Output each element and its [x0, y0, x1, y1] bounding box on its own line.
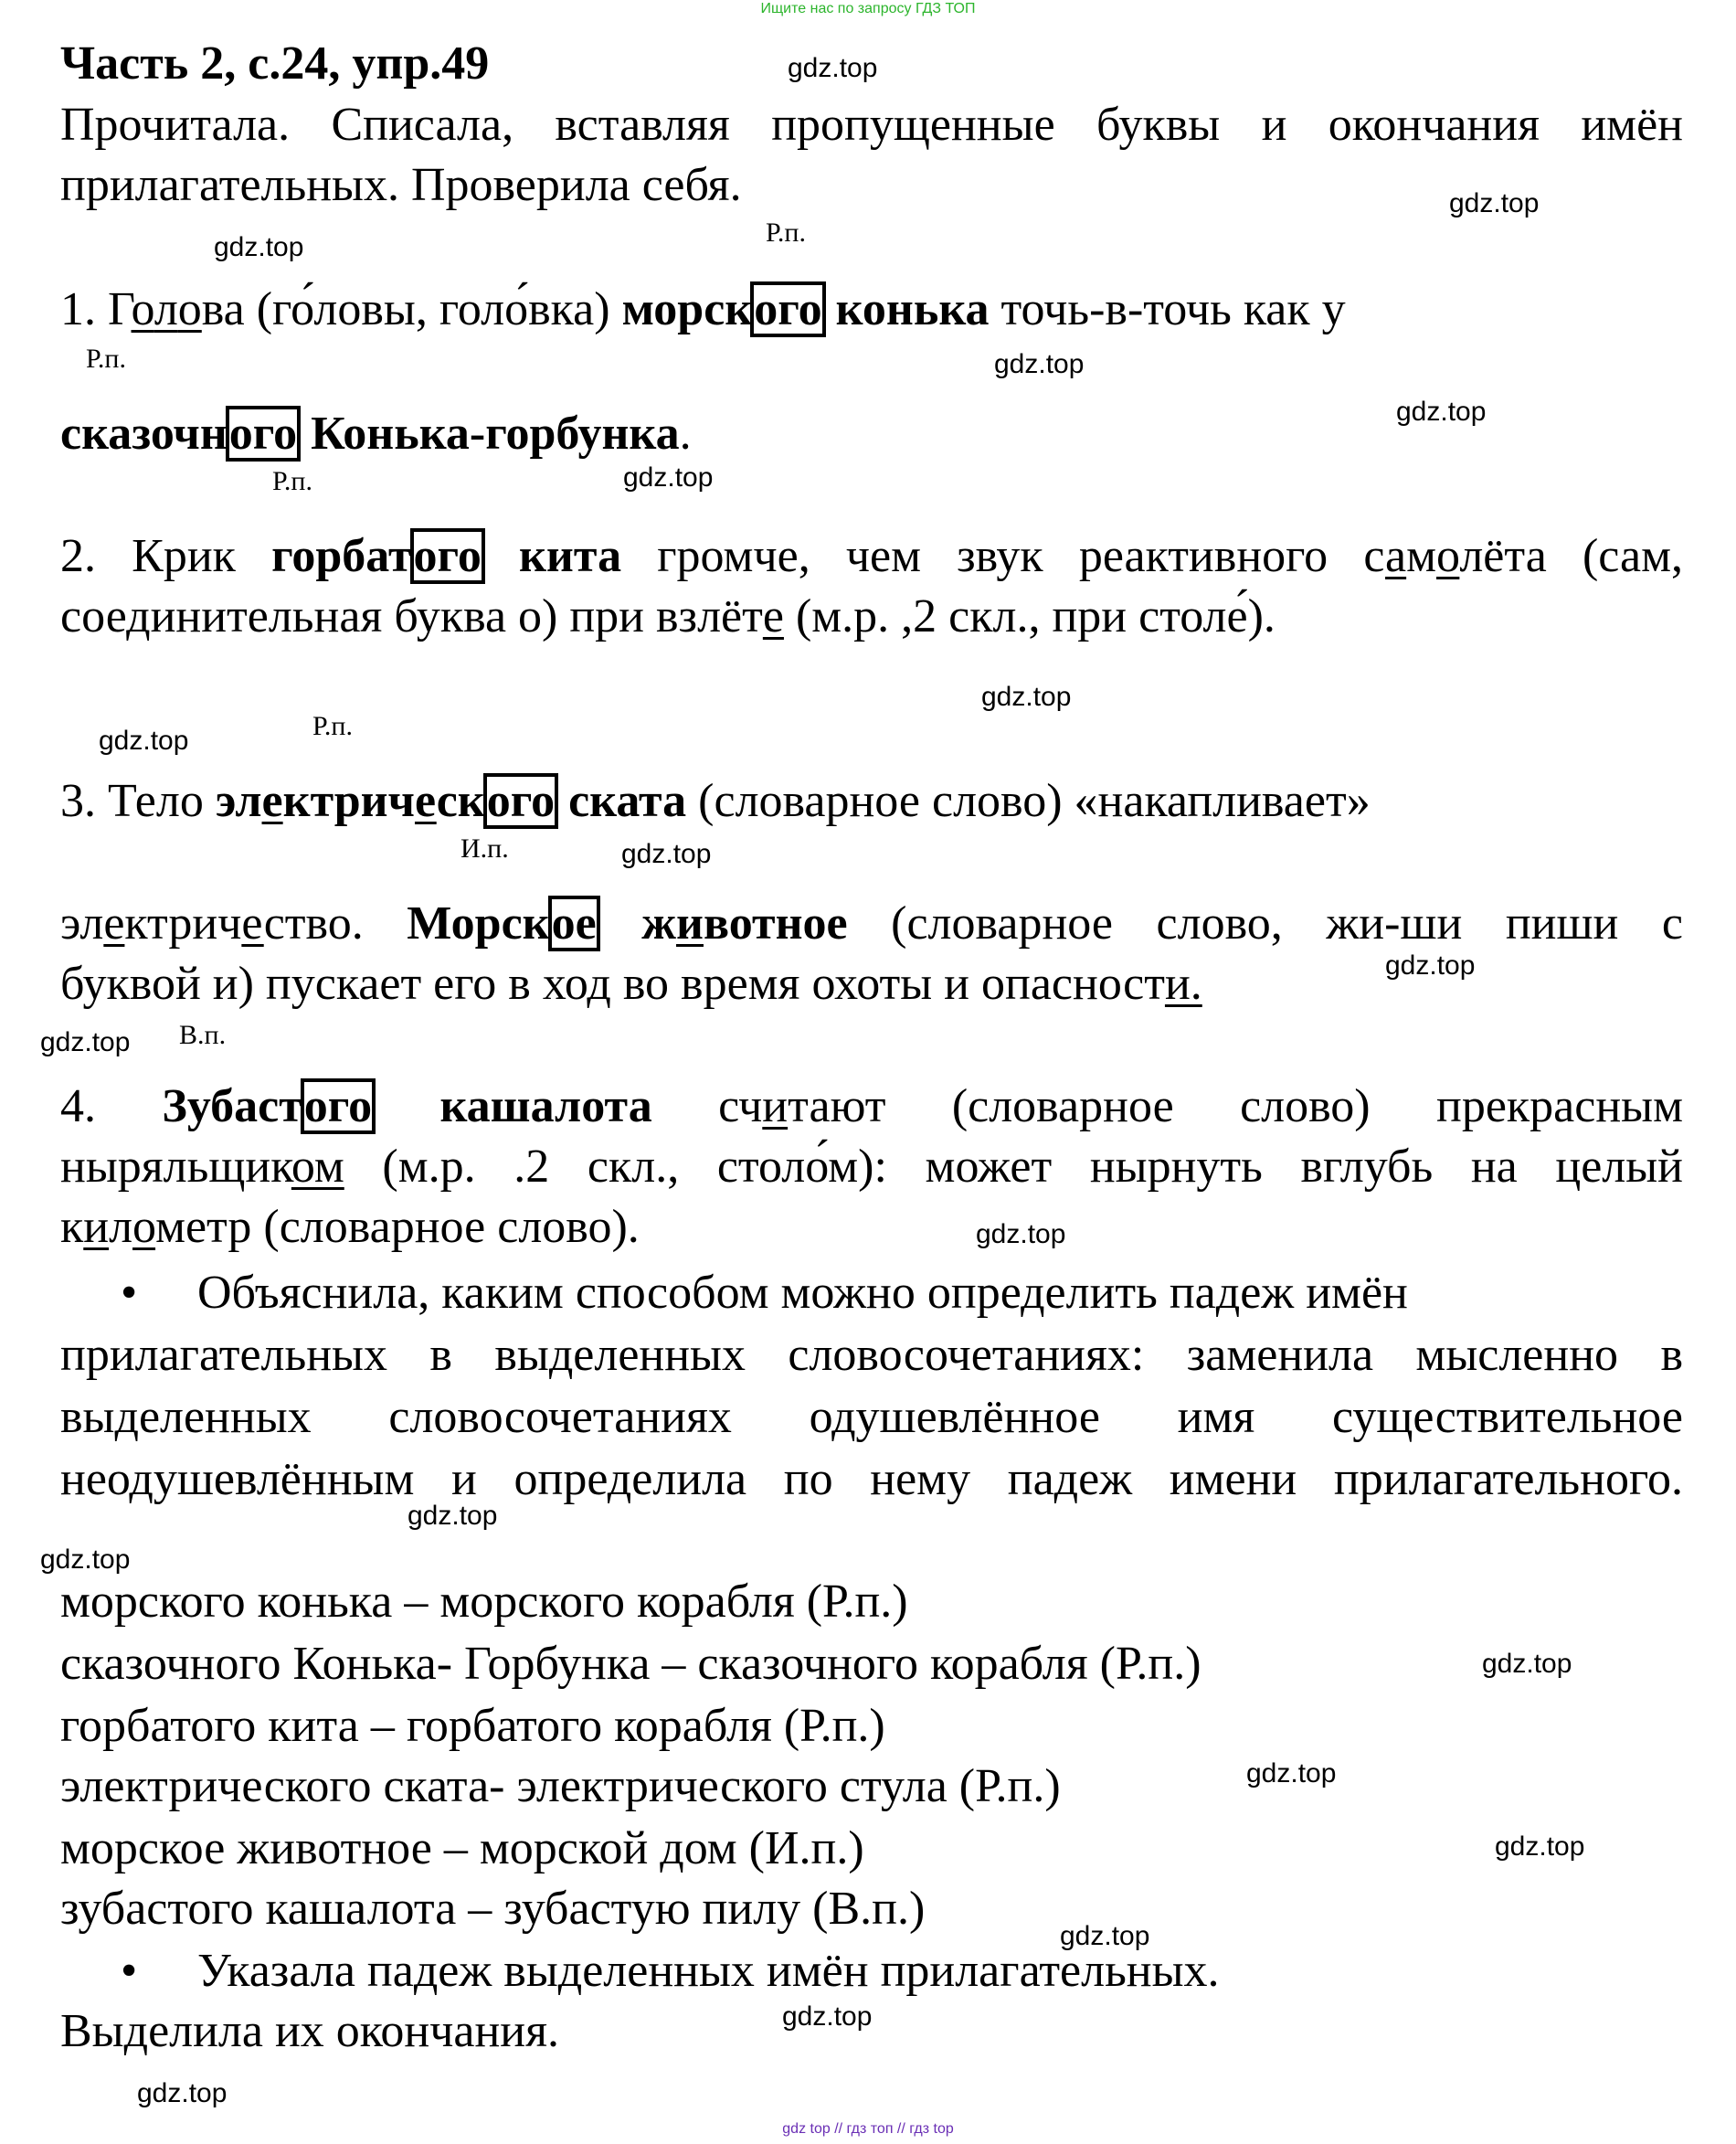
item-3-text: ство. — [263, 897, 408, 950]
watermark: gdz.top — [40, 1544, 131, 1575]
boxed-ending: ого — [754, 283, 822, 335]
item-4-text: метр (словарное слово). — [155, 1201, 640, 1253]
item-2-text: (м.р. ,2 скл., при столе́). — [783, 590, 1276, 642]
orthogram-underline: и — [83, 1201, 110, 1253]
pair-line: морского конька – морского корабля (Р.п.) — [60, 1576, 908, 1628]
item-4-line-3 — [60, 1197, 640, 1258]
watermark: gdz.top — [40, 1027, 131, 1057]
highlighted-adjective: Зубаст — [162, 1080, 302, 1132]
boxed-ending: ого — [486, 775, 556, 827]
pair-line: горбатого кита – горбатого корабля (Р.п.) — [60, 1700, 885, 1752]
bullet-1-line-3: выделенных словосочетаниях одушевлённое имя существительное — [60, 1391, 1683, 1443]
item-3-text: 3. Тело — [60, 775, 216, 827]
item-4-text: сч — [651, 1080, 763, 1132]
orthogram-underline: л — [153, 283, 178, 335]
item-2-text: лёта (сам, — [1459, 530, 1683, 582]
item-4-text: 4. — [60, 1080, 163, 1132]
case-label: В.п. — [179, 1020, 227, 1050]
item-2-line-1 — [60, 526, 1683, 587]
item-4-text: тают (словарное слово) прекрасным — [788, 1080, 1683, 1132]
item-1-text: ва (го́ловы, голо́вка) — [201, 283, 622, 335]
watermark: gdz.top — [214, 232, 304, 262]
watermark: gdz.top — [994, 349, 1085, 379]
intro-line-1: Прочитала. Списала, вставляя пропущенные буквы и окончания имён — [60, 99, 1683, 151]
watermark: gdz.top — [1482, 1649, 1572, 1679]
orthogram-underline: о — [132, 1201, 156, 1253]
highlighted-noun: кита — [518, 530, 622, 582]
highlighted-adjective: горбат — [271, 530, 412, 582]
item-1-text: 1. Г — [60, 283, 132, 335]
case-label: И.п. — [460, 833, 509, 864]
item-1-line-2 — [60, 404, 692, 464]
item-2-text: 2. Крик — [60, 530, 272, 582]
item-3-text: буквой и) пускает его в ход во время охоты и опасност — [60, 958, 1165, 1010]
item-1-text: точь-в-точь как у — [989, 283, 1346, 335]
item-2-text: м — [1406, 530, 1437, 582]
watermark: gdz.top — [788, 53, 878, 83]
boxed-ending: ого — [413, 530, 482, 582]
item-1-line-1 — [60, 280, 1346, 340]
item-4-line-2 — [60, 1137, 1683, 1197]
watermark: gdz.top — [99, 726, 189, 756]
orthogram-underline: и — [676, 897, 704, 950]
highlighted-adjective: ск — [436, 775, 485, 827]
orthogram-underline: е — [103, 897, 125, 950]
highlighted-adjective: Морск — [407, 897, 550, 950]
orthogram-underline: е — [762, 590, 784, 642]
orthogram-underline: и — [762, 1080, 789, 1132]
boxed-ending: ого — [303, 1080, 373, 1132]
orthogram-underline: о — [131, 283, 154, 335]
orthogram-underline: е — [261, 775, 283, 827]
watermark: gdz.top — [1246, 1758, 1337, 1788]
watermark: gdz.top — [408, 1501, 498, 1531]
watermark: gdz.top — [1449, 188, 1540, 218]
item-2-text: громче, чем звук реактивного с — [621, 530, 1386, 582]
item-4-text: л — [109, 1201, 133, 1253]
watermark: gdz.top — [1396, 397, 1487, 427]
watermark: gdz.top — [782, 2001, 873, 2032]
pair-line: электрического ската- электрического стула (Р.п.) — [60, 1760, 1061, 1812]
pair-line: зубастого кашалота – зубастую пилу (В.п.) — [60, 1883, 926, 1935]
item-3-text: эл — [60, 897, 104, 950]
item-3-line-3 — [60, 954, 1202, 1014]
highlighted-noun: вотное — [703, 897, 848, 950]
watermark: gdz.top — [1060, 1921, 1150, 1951]
watermark: gdz.top — [623, 462, 714, 493]
bottom-banner: gdz top // гдз топ // гдз top — [782, 2121, 954, 2137]
item-4-line-1 — [60, 1077, 1683, 1137]
boxed-ending: ое — [551, 897, 597, 950]
case-label: Р.п. — [312, 711, 353, 741]
bullet-2-line-2: Выделила их окончания. — [60, 2005, 560, 2057]
case-label: Р.п. — [86, 344, 126, 374]
highlighted-noun: конька — [835, 283, 990, 335]
watermark: gdz.top — [621, 839, 712, 869]
item-3-text: (словарное слово, жи-ши пиши с — [847, 897, 1683, 950]
bullet-2-line-1 — [121, 1941, 1220, 2001]
highlighted-noun: Конька-горбунка — [311, 408, 680, 460]
item-2-text: соединительная буква о) при взлёт — [60, 590, 763, 642]
item-3-text: ктрич — [124, 897, 242, 950]
watermark: gdz.top — [1495, 1831, 1585, 1862]
case-label: Р.п. — [766, 218, 806, 248]
item-4-text: ныряльщик — [60, 1141, 291, 1193]
pair-line: морское животное – морской дом (И.п.) — [60, 1822, 864, 1874]
item-3-text: (словарное слово) «накапливает» — [686, 775, 1371, 827]
item-4-text: к — [60, 1201, 84, 1253]
item-3-line-2 — [60, 894, 1683, 954]
watermark: gdz.top — [137, 2078, 228, 2108]
intro-line-2: прилагательных. Проверила себя. — [60, 159, 742, 211]
item-2-line-2 — [60, 587, 1276, 647]
page-title: Часть 2, с.24, упр.49 — [60, 37, 490, 90]
pair-line: сказочного Конька- Горбунка – сказочного корабля (Р.п.) — [60, 1638, 1201, 1690]
orthogram-underline: о — [1436, 530, 1460, 582]
orthogram-underline: ом — [291, 1141, 344, 1193]
orthogram-underline: е — [414, 775, 437, 827]
highlighted-noun: кашалота — [439, 1080, 652, 1132]
case-label: Р.п. — [272, 466, 312, 496]
orthogram-underline: о — [177, 283, 202, 335]
orthogram-underline: е — [241, 897, 264, 950]
bullet-icon: • — [121, 1267, 138, 1319]
item-3-line-1 — [60, 771, 1371, 832]
bullet-1-text: Объяснила, каким способом можно определить падеж имён — [197, 1267, 1408, 1319]
highlighted-noun: ската — [568, 775, 687, 827]
top-banner: Ищите нас по запросу ГДЗ ТОП — [760, 1, 976, 16]
bullet-icon: • — [121, 1945, 138, 1997]
item-1-text: . — [679, 408, 692, 460]
boxed-ending: ого — [228, 408, 298, 460]
highlighted-adjective: ктрич — [282, 775, 415, 827]
highlighted-adjective: морск — [621, 283, 753, 335]
watermark: gdz.top — [976, 1219, 1066, 1249]
highlighted-adjective: эл — [215, 775, 262, 827]
bullet-2-text: Указала падеж выделенных имён прилагательных. — [197, 1945, 1220, 1997]
bullet-1-line-2: прилагательных в выделенных словосочетаниях: заменила мысленно в — [60, 1329, 1683, 1381]
bullet-1-line-1 — [121, 1263, 1408, 1323]
orthogram-underline: и. — [1164, 958, 1202, 1010]
highlighted-adjective: сказочн — [60, 408, 228, 460]
watermark: gdz.top — [981, 682, 1072, 712]
bullet-1-line-4: неодушевлённым и определила по нему падеж имени прилагательного. — [60, 1453, 1683, 1505]
watermark: gdz.top — [1385, 950, 1476, 981]
orthogram-underline: а — [1385, 530, 1407, 582]
item-4-text: (м.р. .2 скл., столо́м): может нырнуть вглубь на целый — [344, 1141, 1683, 1193]
highlighted-noun: ж — [641, 897, 677, 950]
